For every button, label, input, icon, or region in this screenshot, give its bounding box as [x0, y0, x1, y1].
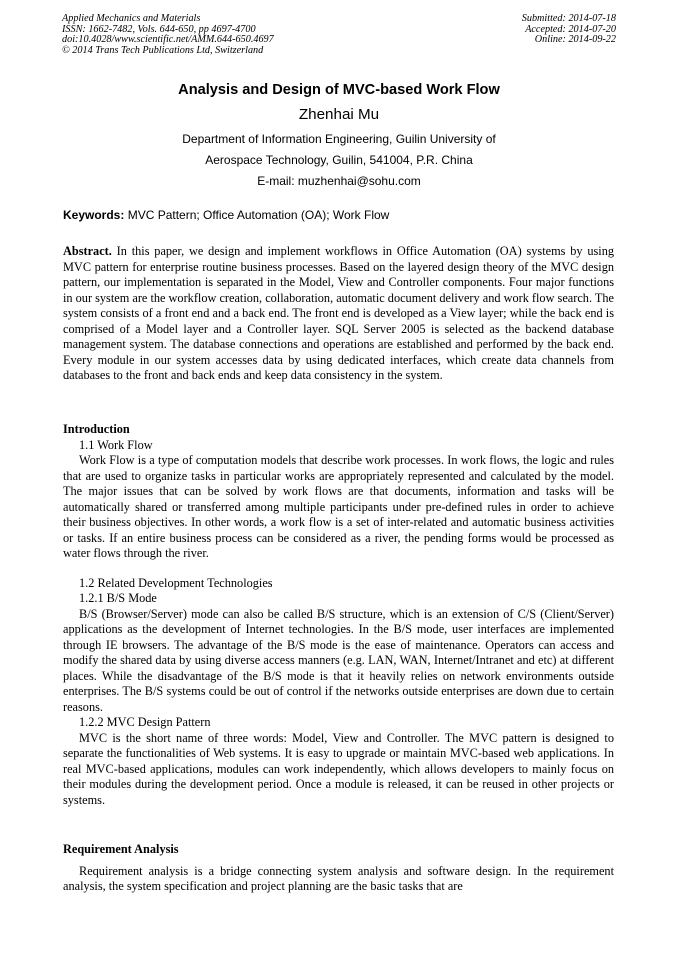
paper-title: Analysis and Design of MVC-based Work Flow [178, 82, 500, 98]
paragraph-requirement: Requirement analysis is a bridge connecting system analysis and software design. In the requirement analysis, the system specification and project planning are the basic tasks that are [63, 863, 614, 893]
keywords-text: MVC Pattern; Office Automation (OA); Work Flow [124, 208, 390, 222]
keywords [63, 208, 389, 222]
subsection-1-2: 1.2 Related Development Technologies [79, 575, 273, 590]
dates-info [522, 14, 616, 46]
paragraph-bs-mode: B/S (Browser/Server) mode can also be called B/S structure, which is an extension of C/S (Client/Server) applications as the development of Internet technologies. In the B/S mode, user interfaces are implemented through IE browsers. The advantage of the B/S mode is the ease of maintenance. Operators can access and modify the shared data by using diverse access manners (e.g. LAN, WAN, Internet/Intranet and etc) at different places. While the disadvantage of the B/S mode is that it heavily relies on network environments outside enterprises. The B/S systems could be out of control if the networks outside enterprises are down due to certain reasons. [63, 606, 614, 714]
requirement-section [63, 842, 614, 895]
subsection-1-1: 1.1 Work Flow [79, 437, 153, 452]
subsection-1-2-1: 1.2.1 B/S Mode [79, 591, 157, 605]
doi-line: doi:10.4028/www.scientific.net/AMM.644-650.4697 [62, 34, 274, 46]
paragraph-work-flow: Work Flow is a type of computation models that describe work processes. In work flows, the logic and rules that are used to organize tasks in particular works are appropriately represented and calculated by the model. The major issues that can be solved by work flows are that documents, information and tasks will be automatically shared or transferred among multiple participants under pre-defined rules in order to achieve their business objectives. In other words, a work flow is a set of inter-related and automatic business activities or tasks. If an entire business process can be considered as a river, the pending forms would be processed as water flows through the river. [63, 453, 614, 560]
journal-name: Applied Mechanics and Materials [62, 13, 201, 24]
issn-line: ISSN: 1662-7482, Vols. 644-650, pp 4697-4700 [62, 23, 256, 35]
journal-header [62, 14, 616, 56]
abstract [63, 244, 614, 384]
abstract-text: In this paper, we design and implement workflows in Office Automation (OA) systems by using MVC pattern for enterprise routine business processes. Based on the layered design theory of the MVC design pattern, our implementation is separated in the Model, View and Controller components. Four major functions in our system are the workflow creation, collaboration, automatic document delivery and work flow search. The system consists of a front end and a back end. The front end is developed as a View layer; while the back end is comprised of a Model layer and a Controller layer. SQL Server 2005 is selected as the backend database management system. The database connections and operations are established and performed by the back end. Every module in our system accesses data by using dedicated interfaces, which create data channels from databases to the front and back ends and keep data consistency in the system. [63, 244, 614, 382]
keywords-label: Keywords: [63, 208, 125, 222]
paragraph-mvc: MVC is the short name of three words: Model, View and Controller. The MVC pattern is designed to separate the functionalities of Web systems. It is easy to upgrade or maintain MVC-based web applications. In real MVC-based applications, modules can work independently, which allows developers to mainly focus on their modules during the development period. Once a module is released, it can be reused in other projects or systems. [63, 730, 614, 807]
subsection-1-2-2: 1.2.2 MVC Design Pattern [79, 715, 211, 729]
requirement-heading: Requirement Analysis [63, 842, 179, 856]
submitted-date: Submitted: 2014-07-18 [521, 13, 616, 24]
online-date: Online: 2014-09-22 [534, 34, 616, 46]
introduction-section [63, 422, 614, 808]
affiliation-line-2: Aerospace Technology, Guilin, 541004, P.R. China [205, 153, 473, 167]
affiliation-line-1: Department of Information Engineering, Guilin University of [182, 132, 496, 146]
copyright-line: © 2014 Trans Tech Publications Ltd, Switzerland [62, 44, 264, 56]
author-name: Zhenhai Mu [298, 106, 380, 123]
introduction-heading: Introduction [63, 422, 130, 436]
accepted-date: Accepted: 2014-07-20 [525, 23, 616, 35]
journal-info [62, 14, 274, 56]
author-email: E-mail: muzhenhai@sohu.com [257, 174, 421, 188]
abstract-label: Abstract. [63, 244, 112, 258]
